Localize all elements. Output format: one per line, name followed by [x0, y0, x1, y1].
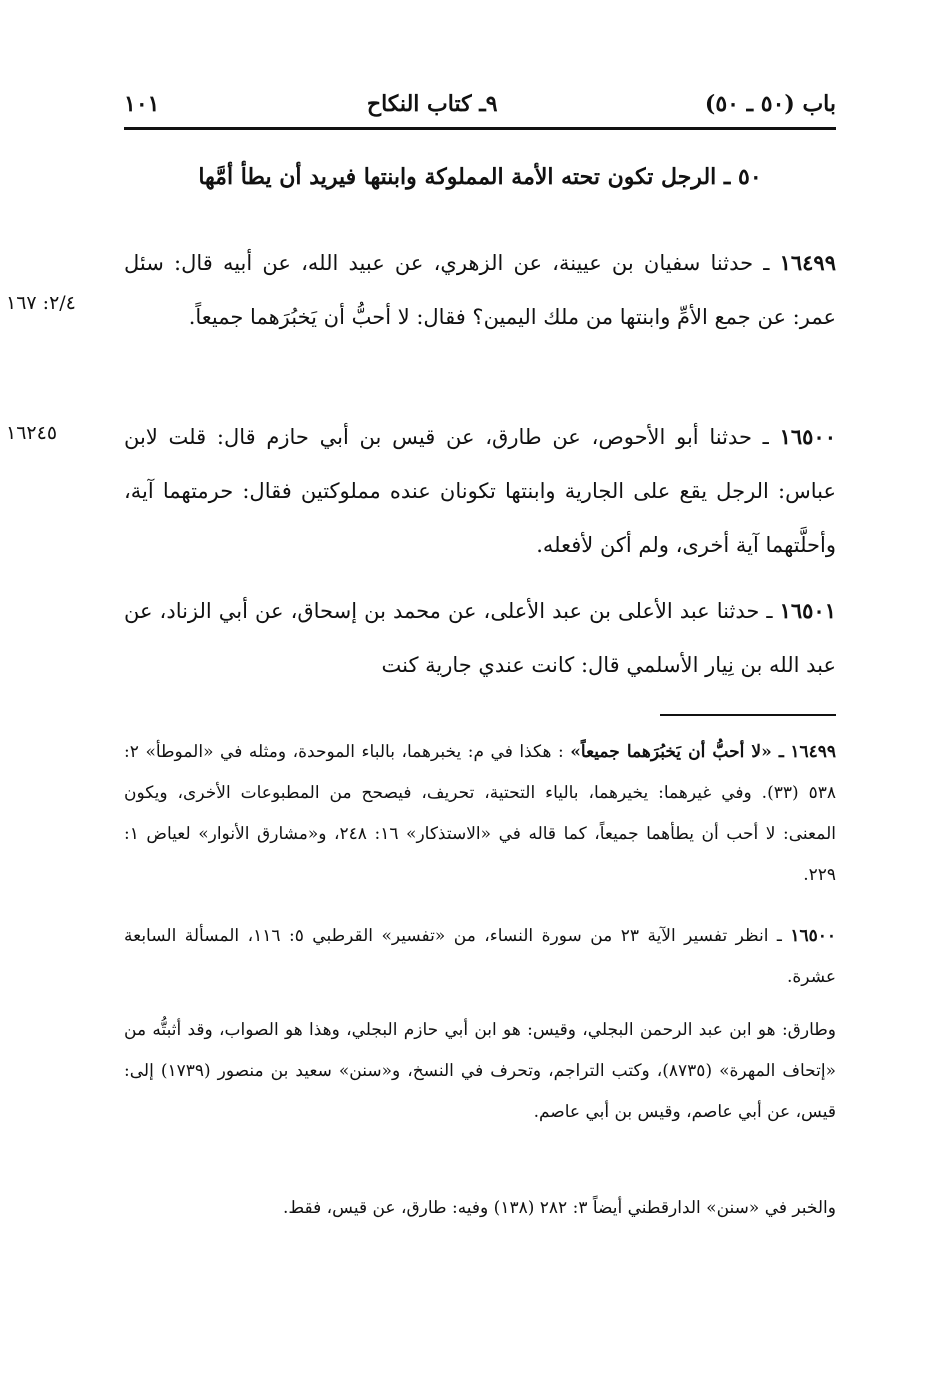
footnote-text: والخبر في «سنن» الدارقطني أيضاً ٣: ٢٨٢ (١٣٨) وفيه: طارق، عن قيس، فقط. — [282, 1198, 836, 1218]
header-section: باب (٥٠ ـ ٥٠) — [704, 91, 836, 117]
margin-reference: ٢/٤: ١٦٧ — [6, 292, 76, 314]
hadith-number: ١٦٥٠١ — [779, 598, 836, 623]
footnote-paragraph — [124, 1188, 836, 1229]
hadith-number: ١٦٥٠٠ — [779, 424, 836, 449]
footnote-text: انظر تفسير الآية ٢٣ من سورة النساء، من «تفسير» القرطبي ٥: ١١٦، المسألة السابعة عشرة. — [124, 926, 836, 987]
hadith-16499 — [124, 236, 836, 344]
chapter-title: ٥٠ ـ الرجل تكون تحته الأمة المملوكة وابنتها فيريد أن يطأ أمَّها — [198, 164, 762, 190]
footnote-16499: ١٦٤٩٩ ـ «لا أحبُّ أن يَخبُرَهما جميعاً» : هكذا في م: يخبرهما، بالباء الموحدة، ومثله في «الموطأ» ٢: ٥٣٨ (٣٣). وفي غيرهما: يخيرهما، بالياء التحتية، تحريف، فيصحح من المطبوعات الأخرى، ويكون المعنى: لا أحب أن يطأهما جميعاً، كما قاله في «الاستذكار» ١٦: ٢٤٨، و«مشارق الأنوار» لعياض ١: ٢٢٩. — [124, 742, 837, 885]
hadith-16501 — [124, 584, 836, 692]
hadith-text: ـ حدثنا عبد الأعلى بن عبد الأعلى، عن محمد بن إسحاق، عن أبي الزناد، عن عبد الله بن نِيار الأسلمي قال: كانت عندي جارية كنت — [124, 599, 836, 677]
footnote-number: ١٦٤٩٩ — [790, 742, 837, 762]
footnote-16500: ١٦٥٠٠ ـ انظر تفسير الآية ٢٣ من سورة النساء، من «تفسير» القرطبي ٥: ١١٦، المسألة السابعة عشرة. — [124, 926, 837, 987]
hadith-text: ـ حدثنا سفيان بن عيينة، عن الزهري، عن عبيد الله، عن أبيه قال: سئل عمر: عن جمع الأمِّ وابنتها من ملك اليمين؟ فقال: لا أحبُّ أن يَخبُرَهما جميعاً. — [124, 251, 836, 329]
footnote-text: وطارق: هو ابن عبد الرحمن البجلي، وقيس: هو ابن أبي حازم البجلي، وهذا هو الصواب، وقد أثبتُّه من «إتحاف المهرة» (٨٧٣٥)، وكتب التراجم، وتحرف في النسخ، و«سنن» سعيد بن منصور (١٧٣٩) إلى: قيس، عن أبي عاصم، وقيس بن أبي عاصم. — [124, 1020, 837, 1122]
footnote-quote: «لا أحبُّ أن يَخبُرَهما جميعاً» — [570, 742, 772, 762]
footnote-separator — [660, 714, 836, 716]
hadith-16500 — [124, 410, 836, 572]
hadith-number: ١٦٤٩٩ — [779, 250, 836, 275]
hadith-text: ـ حدثنا أبو الأحوص، عن طارق، عن قيس بن أبي حازم قال: قلت لابن عباس: الرجل يقع على الجارية وابنتها تكونان عنده مملوكتين فقال: حرمتهما آية، وأحلَّتهما آية أخرى، ولم أكن لأفعله. — [124, 425, 836, 557]
footnote-text: : هكذا في م: يخبرهما، بالباء الموحدة، ومثله في «الموطأ» ٢: ٥٣٨ (٣٣). وفي غيرهما: يخيرهما، بالياء التحتية، تحريف، فيصحح من المطبوعات الأخرى، ويكون المعنى: لا أحب أن يطأهما جميعاً، كما قاله في «الاستذكار» ١٦: ٢٤٨، و«مشارق الأنوار» لعياض ١: ٢٢٩. — [124, 742, 836, 885]
header-rule — [124, 127, 836, 130]
footnote-number: ١٦٥٠٠ — [790, 926, 837, 946]
running-header — [124, 84, 836, 124]
page-number: ١٠١ — [124, 91, 160, 117]
margin-reference: ١٦٢٤٥ — [6, 422, 58, 444]
header-book-title: ٩ـ كتاب النكاح — [366, 91, 498, 117]
footnote-paragraph — [124, 1010, 836, 1133]
